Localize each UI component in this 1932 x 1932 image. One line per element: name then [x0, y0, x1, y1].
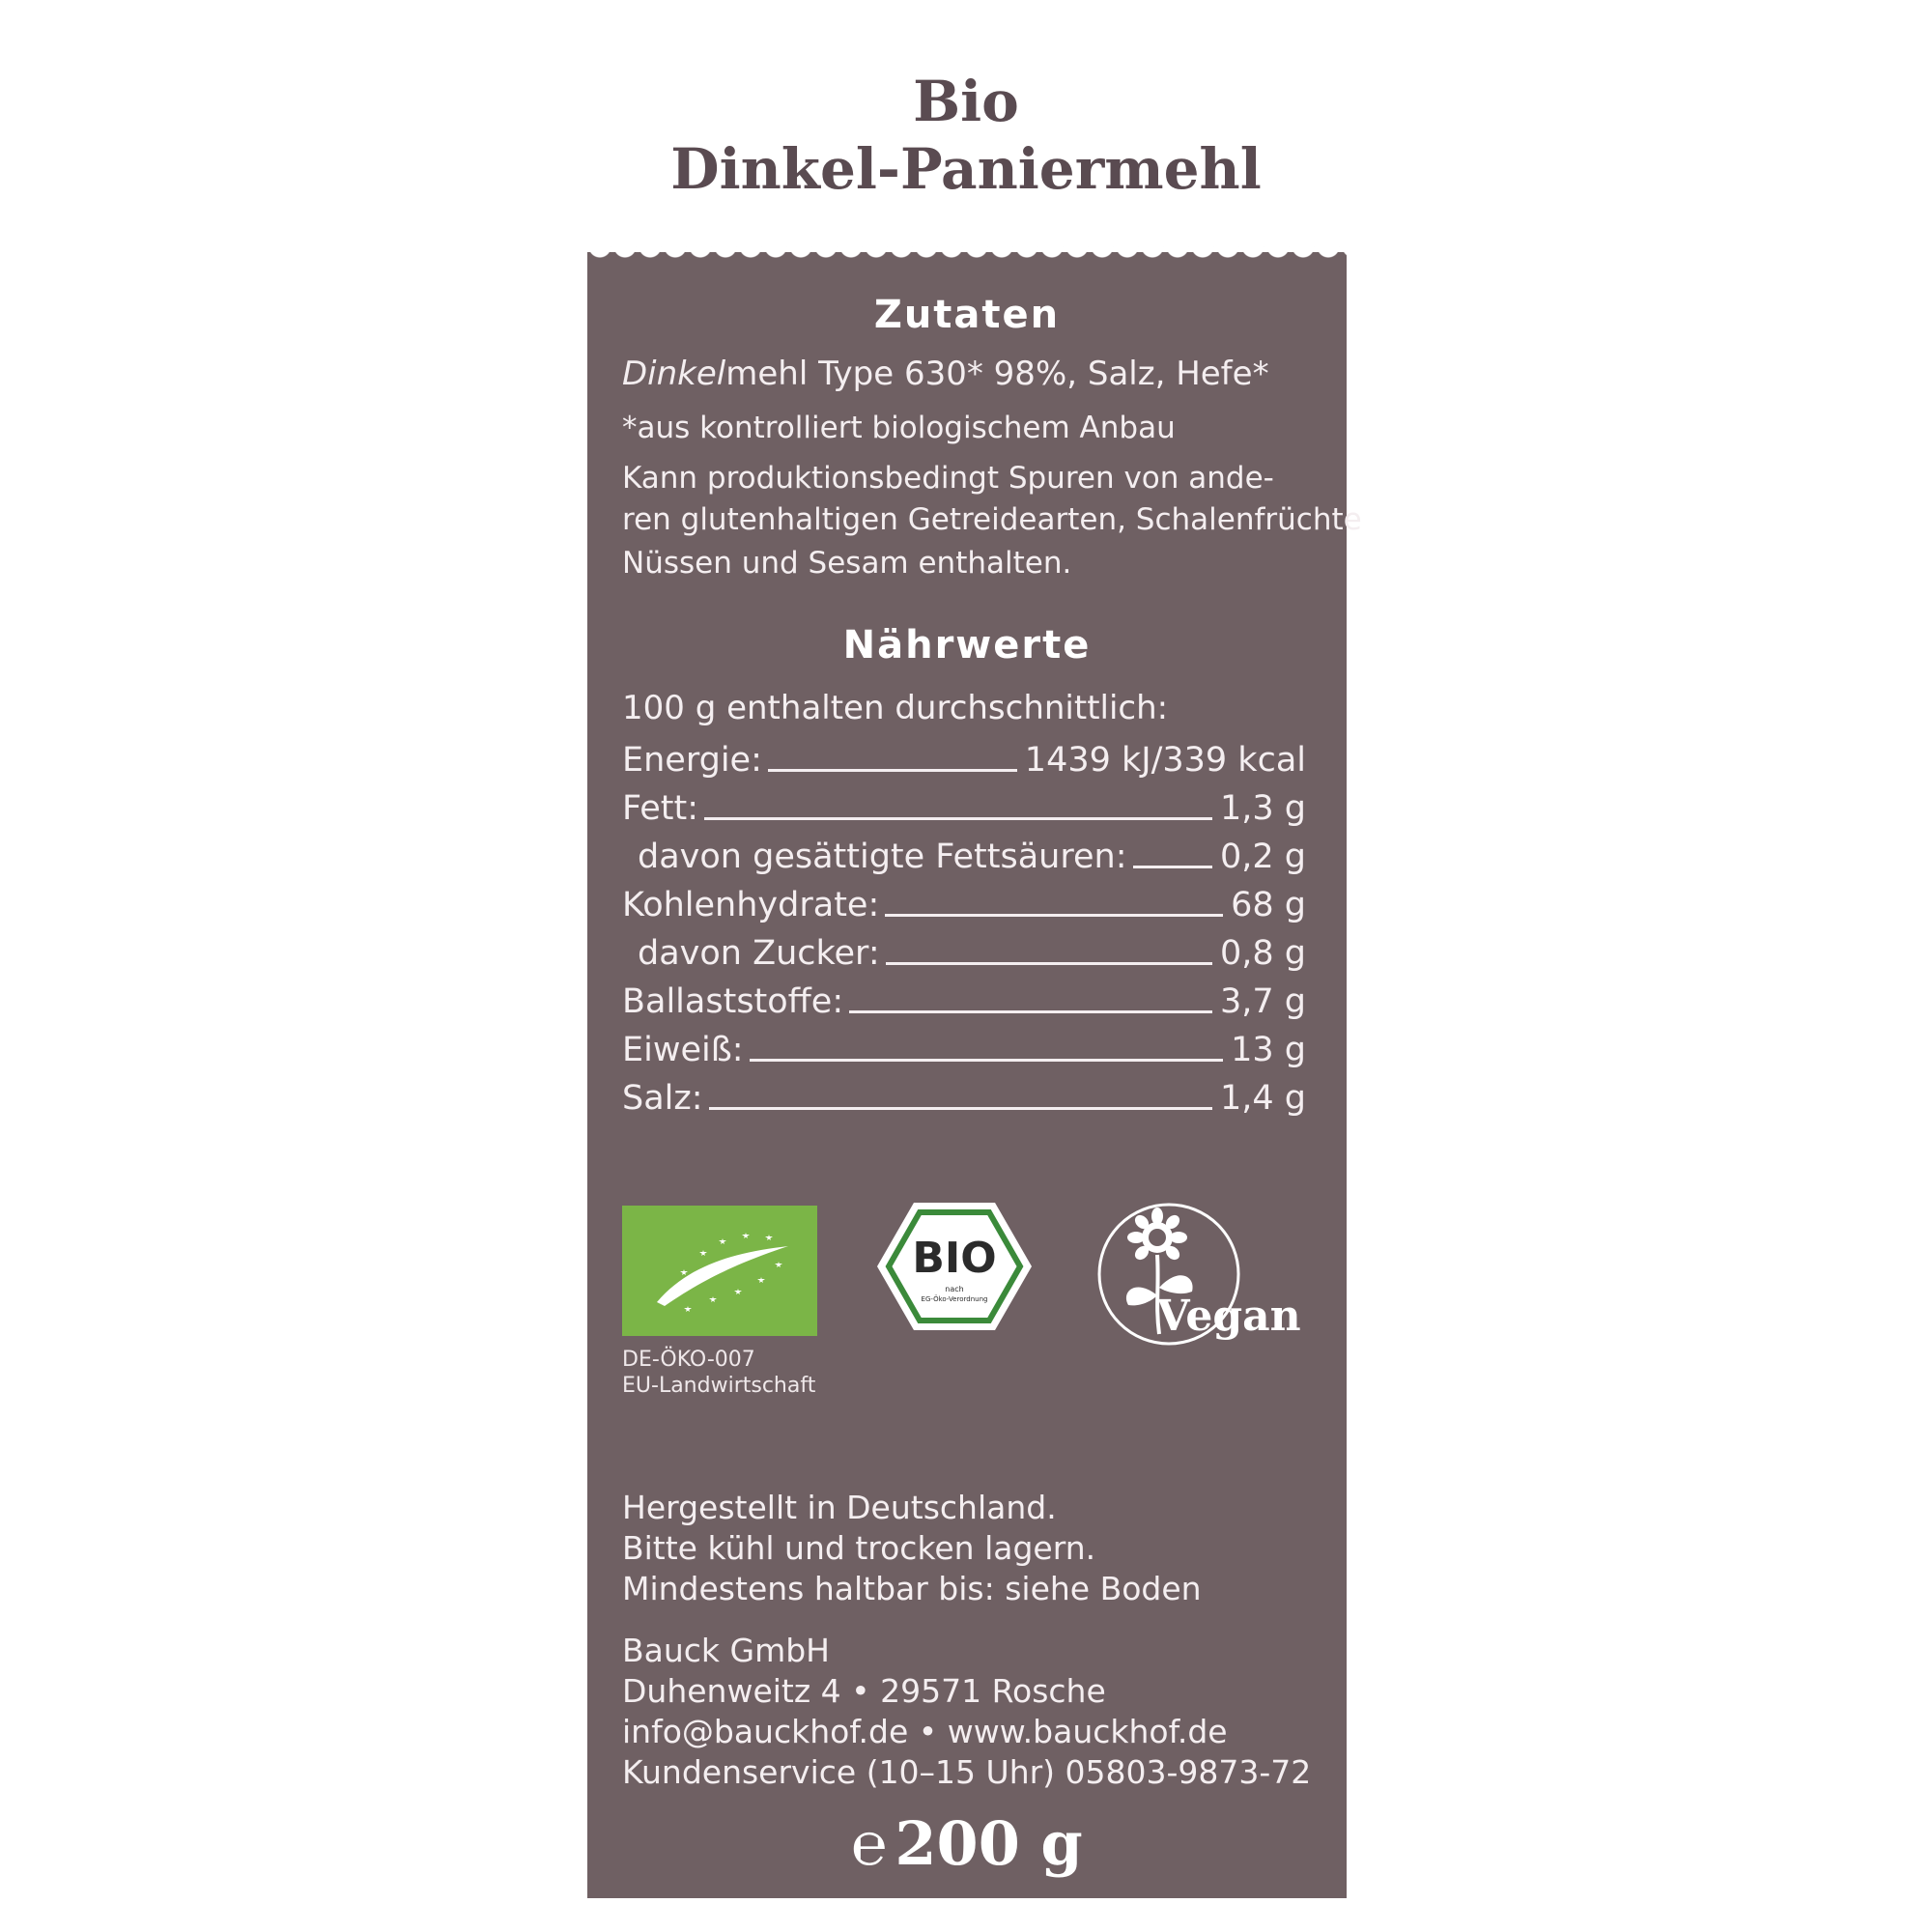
- label-panel: [587, 246, 1362, 1898]
- product-title-line1: Bio: [913, 69, 1019, 134]
- leader-line: [849, 1010, 1212, 1013]
- nutrition-value: 13 g: [1231, 1031, 1306, 1069]
- nutrition-row-carbs: [622, 882, 1306, 924]
- allergen-line: ren glutenhaltigen Getreidearten, Schalenfrüchte: [622, 502, 1362, 537]
- nutrition-row-protein: [622, 1027, 1306, 1069]
- nutrition-label: Eiweiß:: [622, 1031, 744, 1069]
- nutrition-value: 1439 kJ/339 kcal: [1024, 741, 1306, 780]
- nutrition-row-sugar: [638, 930, 1306, 973]
- leader-line: [704, 817, 1212, 820]
- estimated-sign-icon: ℮: [851, 1808, 888, 1879]
- nutrition-value: 1,4 g: [1219, 1079, 1306, 1118]
- nutrition-intro: 100 g enthalten durchschnittlich:: [622, 689, 1169, 727]
- company-line: Duhenweitz 4 • 29571 Rosche: [622, 1672, 1106, 1710]
- nutrition-row-fiber: [622, 979, 1306, 1021]
- nutrition-label: davon Zucker:: [638, 934, 880, 973]
- eu-code: DE-ÖKO-007: [622, 1348, 755, 1372]
- eu-organic-logo: [622, 1206, 817, 1336]
- nutrition-row-fat: [622, 785, 1306, 828]
- nutrition-heading: Nährwerte: [842, 623, 1092, 668]
- eu-origin: EU-Landwirtschaft: [622, 1374, 816, 1398]
- nutrition-label: Energie:: [622, 741, 762, 780]
- nutrition-label: Fett:: [622, 789, 698, 828]
- ingredients-italic: Dinkel: [622, 355, 726, 393]
- bio-seal-small1: nach: [945, 1285, 964, 1293]
- leader-line: [709, 1107, 1212, 1110]
- company-line: info@bauckhof.de • www.bauckhof.de: [622, 1713, 1228, 1750]
- nutrition-value: 3,7 g: [1219, 982, 1306, 1021]
- ingredients-note: *aus kontrolliert biologischem Anbau: [622, 411, 1176, 445]
- nutrition-row-saturated: [638, 834, 1306, 876]
- nutrition-value: 1,3 g: [1219, 789, 1306, 828]
- footer-line: Hergestellt in Deutschland.: [622, 1489, 1057, 1526]
- nutrition-label: Kohlenhydrate:: [622, 886, 880, 924]
- scallop-edge: [587, 246, 1347, 264]
- ingredients-rest: mehl Type 630* 98%, Salz, Hefe*: [725, 355, 1269, 393]
- footer-line: Mindestens haltbar bis: siehe Boden: [622, 1570, 1202, 1607]
- net-weight: [587, 1808, 1347, 1880]
- company-line: Bauck GmbH: [622, 1632, 830, 1669]
- leader-line: [1133, 866, 1212, 868]
- bio-seal-small2: EG-Öko-Verordnung: [921, 1295, 988, 1303]
- ingredients-heading: Zutaten: [873, 293, 1061, 337]
- leader-line: [885, 914, 1223, 917]
- nutrition-value: 0,2 g: [1219, 838, 1306, 876]
- allergen-line: Nüssen und Sesam enthalten.: [622, 546, 1072, 581]
- eu-leaf-icon: [622, 1206, 817, 1336]
- sunflower-icon: [1092, 1199, 1314, 1373]
- leader-line: [768, 769, 1017, 772]
- leader-line: [886, 962, 1212, 965]
- company-line: Kundenservice (10–15 Uhr) 05803-9873-72: [622, 1753, 1312, 1791]
- vegan-text: Vegan: [1156, 1292, 1301, 1341]
- nutrition-label: Salz:: [622, 1079, 703, 1118]
- ingredients-line: [622, 355, 1269, 393]
- nutrition-row-salt: [622, 1075, 1306, 1118]
- vegan-logo: [1092, 1199, 1314, 1373]
- footer-line: Bitte kühl und trocken lagern.: [622, 1529, 1096, 1567]
- nutrition-value: 68 g: [1231, 886, 1306, 924]
- bio-seal-logo: [875, 1199, 1034, 1334]
- nutrition-value: 0,8 g: [1219, 934, 1306, 973]
- allergen-line: Kann produktionsbedingt Spuren von ande-: [622, 461, 1274, 496]
- net-weight-value: 200 g: [895, 1808, 1083, 1879]
- nutrition-row-energy: [622, 737, 1306, 780]
- product-title-line2: Dinkel-Paniermehl: [670, 136, 1262, 202]
- nutrition-label: davon gesättigte Fettsäuren:: [638, 838, 1127, 876]
- leader-line: [750, 1059, 1224, 1062]
- bio-seal-text: BIO: [912, 1234, 997, 1283]
- nutrition-label: Ballaststoffe:: [622, 982, 844, 1021]
- bio-hexagon-icon: [875, 1199, 1034, 1334]
